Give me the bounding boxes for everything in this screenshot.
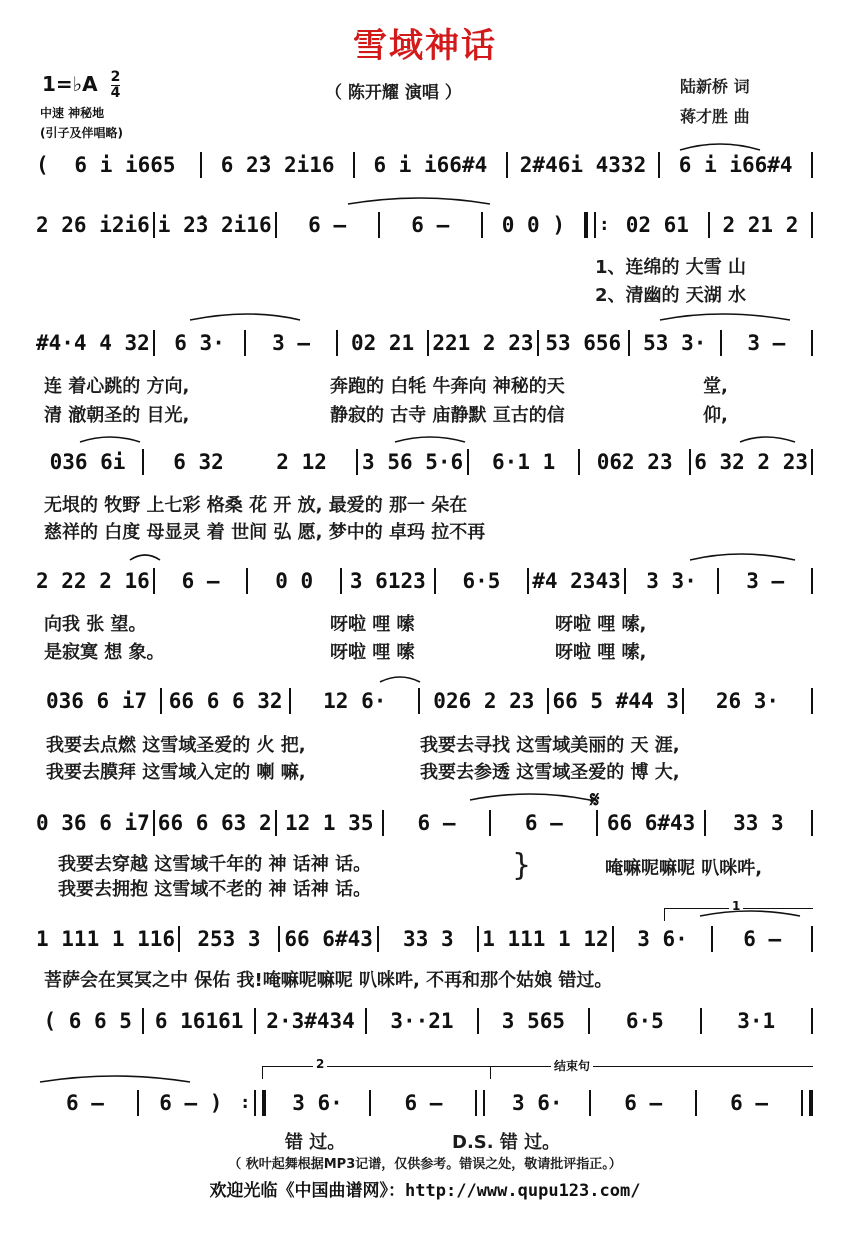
lyric-line: 呀啦 哩 嗦	[330, 614, 415, 635]
lyric-line: 无垠的 牧野 上七彩 格桑 花 开 放, 最爱的 那一 朵在	[44, 495, 468, 516]
measure: 66 6 6 32	[168, 689, 283, 713]
measure: 036 6 i7	[45, 689, 148, 713]
intro-note: (引子及伴唱略)	[40, 126, 123, 140]
measure: 3 6·	[511, 1091, 563, 1115]
lyric-line: 向我 张 望。	[44, 614, 147, 635]
measure: 6 –	[730, 1091, 768, 1115]
measure: 6 3·	[174, 331, 225, 355]
lyric-line: 清 澈朝圣的 目光,	[44, 405, 190, 426]
singer-credit: （ 陈开耀 演唱 ）	[325, 83, 462, 103]
measure: 6 i i66#4	[678, 153, 793, 177]
measure: 66 5 #44 3	[552, 689, 679, 713]
measure: 6 –	[743, 927, 782, 951]
lyric-line: 连 着心跳的 方向,	[44, 376, 190, 397]
coda-bracket: 结束句	[490, 1066, 813, 1079]
measure: 02 61	[625, 213, 689, 237]
measure: 3 6123	[349, 569, 426, 593]
lyric-line: 呀啦 哩 嗦,	[555, 614, 647, 635]
measure: 6 i i665	[74, 153, 176, 177]
lyric-line: 错 过。	[285, 1132, 346, 1153]
measure: 6 –	[524, 811, 563, 835]
lyric-line: 我要去拥抱 这雪域不老的 神 话神 话。	[58, 879, 372, 900]
measure: 3 6·	[292, 1091, 343, 1115]
measure: i 2̇3 2i16	[157, 213, 272, 237]
lyric-line: 奔跑的 白牦 牛奔向 神秘的天	[330, 376, 565, 397]
measure: 2·3#434	[266, 1009, 355, 1033]
lyric-line: 菩萨会在冥冥之中 保佑 我!唵嘛呢嘛呢 叭咪吽, 不再和那个姑娘 错过。	[44, 970, 613, 991]
measure: 6 –	[411, 213, 450, 237]
measure: 6 32	[173, 450, 224, 474]
measure: 062 23	[596, 450, 673, 474]
lyric-line: 唵嘛呢嘛呢 叭咪吽,	[605, 858, 763, 879]
measure: 3·1	[737, 1009, 776, 1033]
measure: 3 56 5·6	[362, 450, 464, 474]
lyricist-credit: 陆新桥 词	[680, 77, 750, 96]
measure: 6 –	[181, 569, 220, 593]
measure: 036 6i	[49, 450, 126, 474]
measure: 2#46i 4332	[519, 153, 647, 177]
measure: 6 –	[404, 1091, 443, 1115]
measure: 3 6·	[637, 927, 688, 951]
measure: ( 6 6 5	[43, 1009, 132, 1033]
measure: 6 –	[624, 1091, 663, 1115]
lyric-line: 是寂寞 想 象。	[44, 642, 165, 663]
transcription-note: （ 秋叶起舞根据MP3记谱，仅供参考。错误之处，敬请批评指正。）	[228, 1157, 622, 1172]
lyric-line: 慈祥的 白度 母显灵 着 世间 弘 愿, 梦中的 卓玛 拉不再	[44, 522, 486, 543]
measure: 33 3	[733, 811, 784, 835]
composer-credit: 蒋才胜 曲	[680, 107, 750, 126]
lyric-line: D.S. 错 过。	[452, 1132, 561, 1153]
measure: 66 6#43	[606, 811, 696, 835]
lyric-line: 静寂的 古寺 庙静默 亘古的信	[330, 405, 565, 426]
repeat-dots: :	[239, 1092, 251, 1113]
brace-icon: }	[512, 848, 532, 883]
measure: 221 2 23	[432, 331, 534, 355]
measure: 6·1 1	[492, 450, 556, 474]
measure: 2 22 2 16	[36, 569, 150, 593]
measure: 0 36 6 i7	[36, 811, 150, 835]
welcome-text: 欢迎光临《中国曲谱网》：	[209, 1181, 406, 1201]
measure: 3 3·	[646, 569, 697, 593]
measure: 3 –	[272, 331, 311, 355]
measure: 6·5	[462, 569, 501, 593]
measure: (	[36, 153, 49, 177]
lyric-line: 呀啦 哩 嗦	[330, 642, 415, 663]
measure: #4·4 4 32	[36, 331, 150, 355]
measure: 6 i i66#4	[373, 153, 488, 177]
measure: 1 111 1 116	[36, 927, 176, 951]
measure: 66 6#43	[284, 927, 373, 951]
measure: 253 3	[197, 927, 261, 951]
lyric-line: 呀啦 哩 嗦,	[555, 642, 647, 663]
measure: 6 2̇3 2i16	[220, 153, 335, 177]
measure: 0 0 )	[501, 213, 565, 237]
measure: 02 21	[350, 331, 415, 355]
measure: 53 656	[545, 331, 622, 355]
measure: 1 111 1 12	[482, 927, 609, 951]
time-numerator: 2	[110, 69, 121, 85]
measure: 3··21	[390, 1009, 454, 1033]
measure: 3 –	[747, 331, 786, 355]
segno-icon: 𝄋	[590, 788, 600, 813]
measure: 12 6·	[323, 689, 387, 713]
verse-label-2: 2、清幽的 天湖 水	[595, 285, 747, 306]
measure: 26 3·	[715, 689, 780, 713]
repeat-dots: :	[598, 214, 610, 235]
lyric-line: 我要去参透 这雪域圣爱的 博 大,	[420, 762, 680, 783]
site-url[interactable]: http://www.qupu123.com/	[405, 1181, 641, 1201]
measure: 53 3·	[643, 331, 707, 355]
measure: 6 –	[65, 1091, 104, 1115]
lyric-line: 我要去膜拜 这雪域入定的 喇 嘛,	[46, 762, 306, 783]
lyric-line: 我要去穿越 这雪域千年的 神 话神 话。	[58, 854, 372, 875]
volta-1: 1	[664, 908, 813, 921]
measure: 0 0	[275, 569, 314, 593]
measure: 6·5	[625, 1009, 664, 1033]
lyric-line: 仰,	[703, 405, 728, 426]
verse-label-1: 1、连绵的 大雪 山	[595, 257, 747, 278]
measure: 6 –	[417, 811, 456, 835]
tempo-marking: 中速 神秘地	[40, 106, 105, 120]
volta-2: 2	[262, 1066, 491, 1079]
measure: 2 21 2	[722, 213, 799, 237]
site-footer	[0, 1176, 850, 1201]
measure: 6 32 2 23	[694, 450, 808, 474]
measure: 12 1 35	[284, 811, 374, 835]
time-denominator: 4	[110, 85, 121, 101]
measure: 66 6 63 2	[157, 811, 272, 835]
measure: 6 16161	[154, 1009, 244, 1033]
lyric-line: 我要去点燃 这雪域圣爱的 火 把,	[46, 735, 306, 756]
page-title: 雪域神话	[353, 26, 497, 66]
measure: 3 565	[501, 1009, 565, 1033]
measure: 3 –	[746, 569, 785, 593]
measure: 2 26 i2i6	[36, 213, 150, 237]
lyric-line: 我要去寻找 这雪域美丽的 天 涯,	[420, 735, 680, 756]
measure: 2 12	[276, 450, 327, 474]
measure: 026 2 23	[433, 689, 535, 713]
lyric-line: 堂,	[703, 376, 728, 397]
key-label: 1=♭A	[42, 72, 98, 96]
measure: 6 – )	[159, 1091, 223, 1115]
measure: #4 2343	[532, 569, 621, 593]
measure: 33 3	[403, 927, 454, 951]
measure: 6 –	[308, 213, 347, 237]
